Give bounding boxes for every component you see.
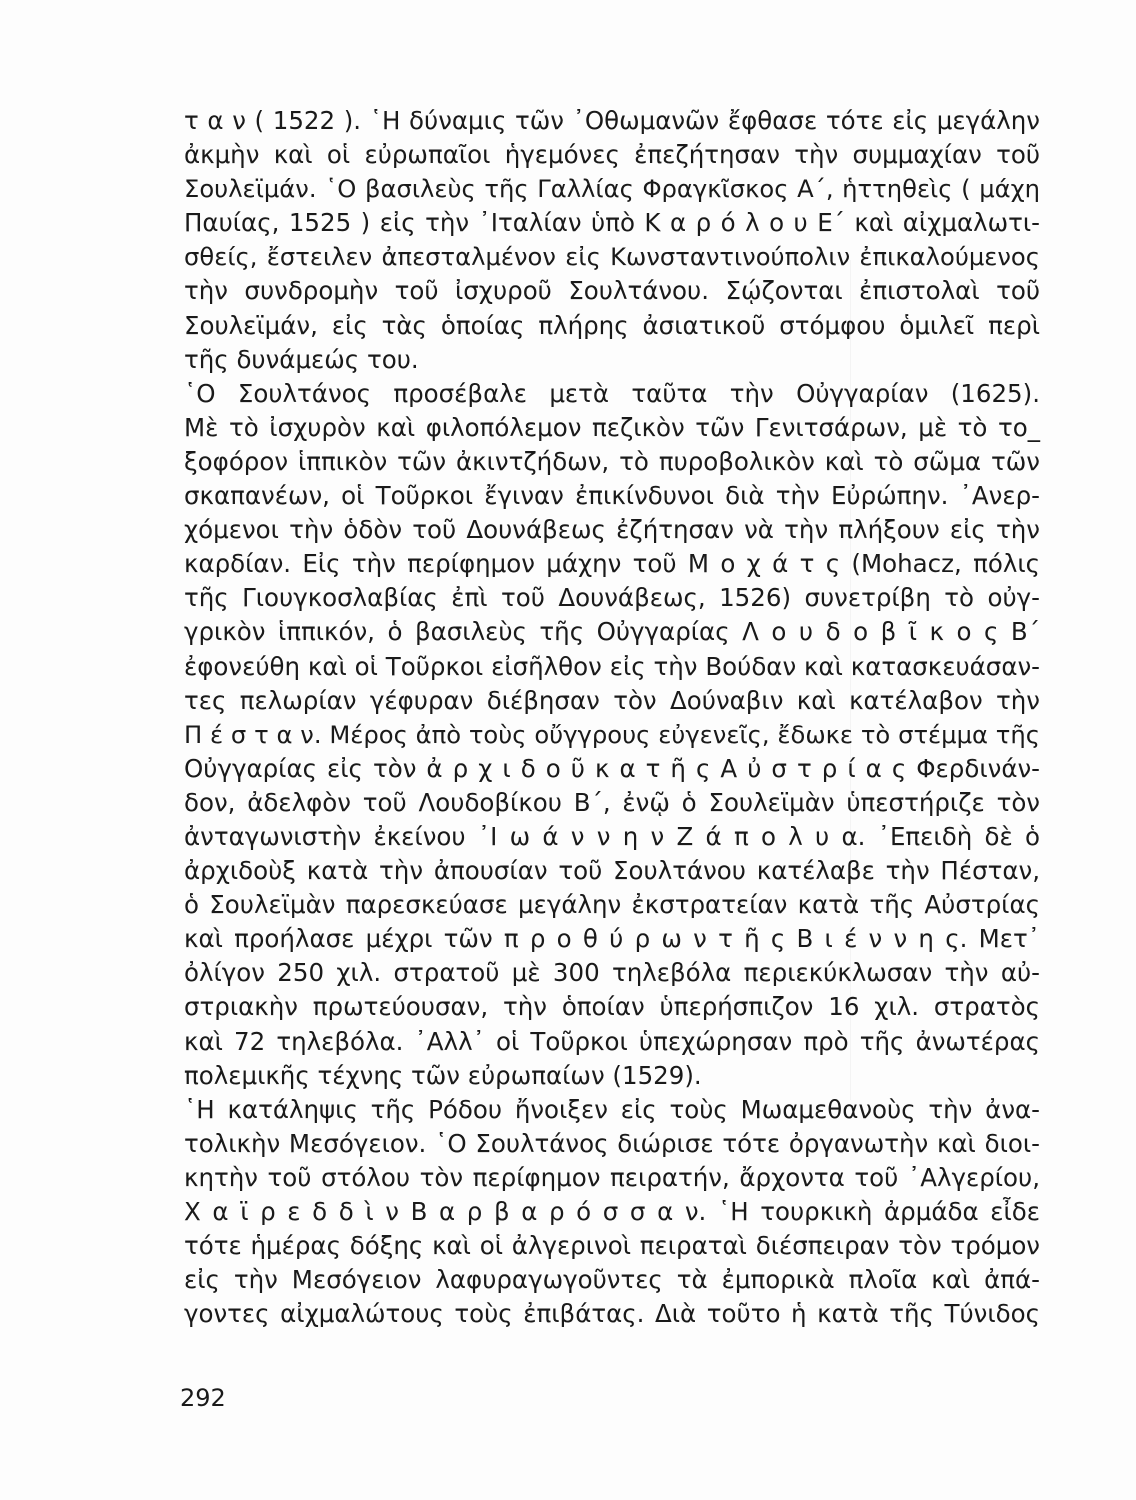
text-line: ἀνταγωνιστὴν ἐκείνου ᾿Ι ω ά ν ν η ν Ζ ά π ο λ υ α. ᾿Επειδὴ δὲ ὁ (184, 821, 1040, 851)
text-line: καρδίαν. Εἰς τὴν περίφημον μάχην τοῦ Μ ο χ ά τ ς (Mohacz, πόλις (184, 549, 1040, 579)
text-line: ξοφόρον ἱππικὸν τῶν ἀκιντζήδων, τὸ πυροβολικὸν καὶ τὸ σῶμα τῶν (184, 446, 1040, 476)
text-line: Μὲ τὸ ἰσχυρὸν καὶ φιλοπόλεμον πεζικὸν τῶν Γενιτσάρων, μὲ τὸ το_ (184, 412, 1040, 442)
text-line: Χ α ϊ ρ ε δ δ ὶ ν Β α ρ β α ρ ό σ σ α ν. ῾Η τουρκικὴ ἀρμάδα εἶδε (184, 1197, 1040, 1226)
text-line: τες πελωρίαν γέφυραν διέβησαν τὸν Δούναβιν καὶ κατέλαβον τὴν (184, 685, 1040, 715)
text-line: Σουλεϊμάν, εἰς τὰς ὁποίας πλήρης ἀσιατικοῦ στόμφου ὁμιλεῖ περὶ (184, 310, 1040, 340)
text-line: τῆς δυνάμεώς του. (184, 344, 419, 374)
text-line: τ α ν ( 1522 ). ῾Η δύναμις τῶν ᾿Οθωμανῶν ἔφθασε τότε εἰς μεγάλην (184, 106, 1040, 135)
text-line: στριακὴν πρωτεύουσαν, τὴν ὁποίαν ὑπερήσπιζον 16 χιλ. στρατὸς (184, 992, 1040, 1022)
text-line: τολικὴν Μεσόγειον. ῾Ο Σουλτάνος διώρισε τότε ὀργανωτὴν καὶ διοι- (184, 1128, 1040, 1158)
text-line: τῆς Γιουγκοσλαβίας ἐπὶ τοῦ Δουνάβεως, 1526) συνετρίβη τὸ οὐγ- (184, 583, 1040, 613)
text-line: ἀρχιδοὺξ κατὰ τὴν ἀπουσίαν τοῦ Σουλτάνου κατέλαβε τὴν Πέσταν, (184, 856, 1040, 886)
text-line: τὴν συνδρομὴν τοῦ ἰσχυροῦ Σουλτάνου. Σῴζονται ἐπιστολαὶ τοῦ (184, 276, 1040, 306)
text-line: καὶ 72 τηλεβόλα. ᾿Αλλ᾿ οἱ Τοῦρκοι ὑπεχώρησαν πρὸ τῆς ἀνωτέρας (184, 1026, 1040, 1056)
text-line: ὀλίγον 250 χιλ. στρατοῦ μὲ 300 τηλεβόλα περιεκύκλωσαν τὴν αὐ- (184, 958, 1040, 988)
text-line: Παυίας, 1525 ) εἰς τὴν ᾿Ιταλίαν ὑπὸ Κ α ρ ό λ ο υ Ε΄ καὶ αἰχμαλωτι- (184, 208, 1040, 238)
text-line: Σουλεϊμάν. ῾Ο βασιλεὺς τῆς Γαλλίας Φραγκῖσκος Α΄, ἡττηθεὶς ( μάχη (184, 174, 1040, 204)
text-line: πολεμικῆς τέχνης τῶν εὐρωπαίων (1529). (184, 1060, 702, 1090)
text-line: ἐφονεύθη καὶ οἱ Τοῦρκοι εἰσῆλθον εἰς τὴν Βούδαν καὶ κατασκευάσαν- (184, 651, 1040, 681)
text-line: γοντες αἰχμαλώτους τοὺς ἐπιβάτας. Διὰ τοῦτο ἡ κατὰ τῆς Τύνιδος (184, 1299, 1040, 1329)
text-line: Π έ σ τ α ν. Μέρος ἀπὸ τοὺς οὔγγρους εὐγενεῖς, ἔδωκε τὸ στέμμα τῆς (184, 719, 1040, 749)
text-line: κητὴν τοῦ στόλου τὸν περίφημον πειρατήν, ἄρχοντα τοῦ ᾿Αλγερίου, (184, 1162, 1040, 1192)
text-line: σκαπανέων, οἱ Τοῦρκοι ἔγιναν ἐπικίνδυνοι διὰ τὴν Εὐρώπην. ᾿Ανερ- (184, 481, 1040, 511)
text-line: ῾Η κατάληψις τῆς Ρόδου ἤνοιξεν εἰς τοὺς Μωαμεθανοὺς τὴν ἀνα- (184, 1094, 1040, 1124)
text-line: χόμενοι τὴν ὁδὸν τοῦ Δουνάβεως ἐζήτησαν νὰ τὴν πλήξουν εἰς τὴν (184, 515, 1040, 545)
text-line: Οὐγγαρίας εἰς τὸν ἀ ρ χ ι δ ο ῦ κ α τ ῆ ς Α ὐ σ τ ρ ί α ς Φερδινάν- (184, 753, 1040, 783)
text-line: καὶ προήλασε μέχρι τῶν π ρ ο θ ύ ρ ω ν τ ῆ ς Β ι έ ν ν η ς. Μετ᾿ (184, 924, 1040, 954)
text-line: εἰς τὴν Μεσόγειον λαφυραγωγοῦντες τὰ ἐμπορικὰ πλοῖα καὶ ἀπά- (184, 1265, 1040, 1295)
page-number: 292 (180, 1384, 226, 1412)
text-line: ὁ Σουλεϊμὰν παρεσκεύασε μεγάλην ἐκστρατείαν κατὰ τῆς Αὐστρίας (184, 890, 1040, 920)
text-line: ἀκμὴν καὶ οἱ εὐρωπαῖοι ἡγεμόνες ἐπεζήτησαν τὴν συμμαχίαν τοῦ (184, 140, 1040, 170)
text-line: σθείς, ἔστειλεν ἀπεσταλμένον εἰς Κωνσταντινούπολιν ἐπικαλούμενος (184, 242, 1040, 272)
text-line: ῾Ο Σουλτάνος προσέβαλε μετὰ ταῦτα τὴν Οὐγγαρίαν (1625). (184, 378, 1040, 408)
text-line: γρικὸν ἱππικόν, ὁ βασιλεὺς τῆς Οὐγγαρίας Λ ο υ δ ο β ῖ κ ο ς Β΄ (184, 617, 1040, 647)
text-line: δον, ἀδελφὸν τοῦ Λουδοβίκου Β΄, ἐνῷ ὁ Σουλεϊμὰν ὑπεστήριζε τὸν (184, 787, 1040, 817)
text-line: τότε ἡμέρας δόξης καὶ οἱ ἀλγερινοὶ πειραταὶ διέσπειραν τὸν τρόμον (184, 1231, 1040, 1261)
body-text (184, 104, 1040, 1331)
